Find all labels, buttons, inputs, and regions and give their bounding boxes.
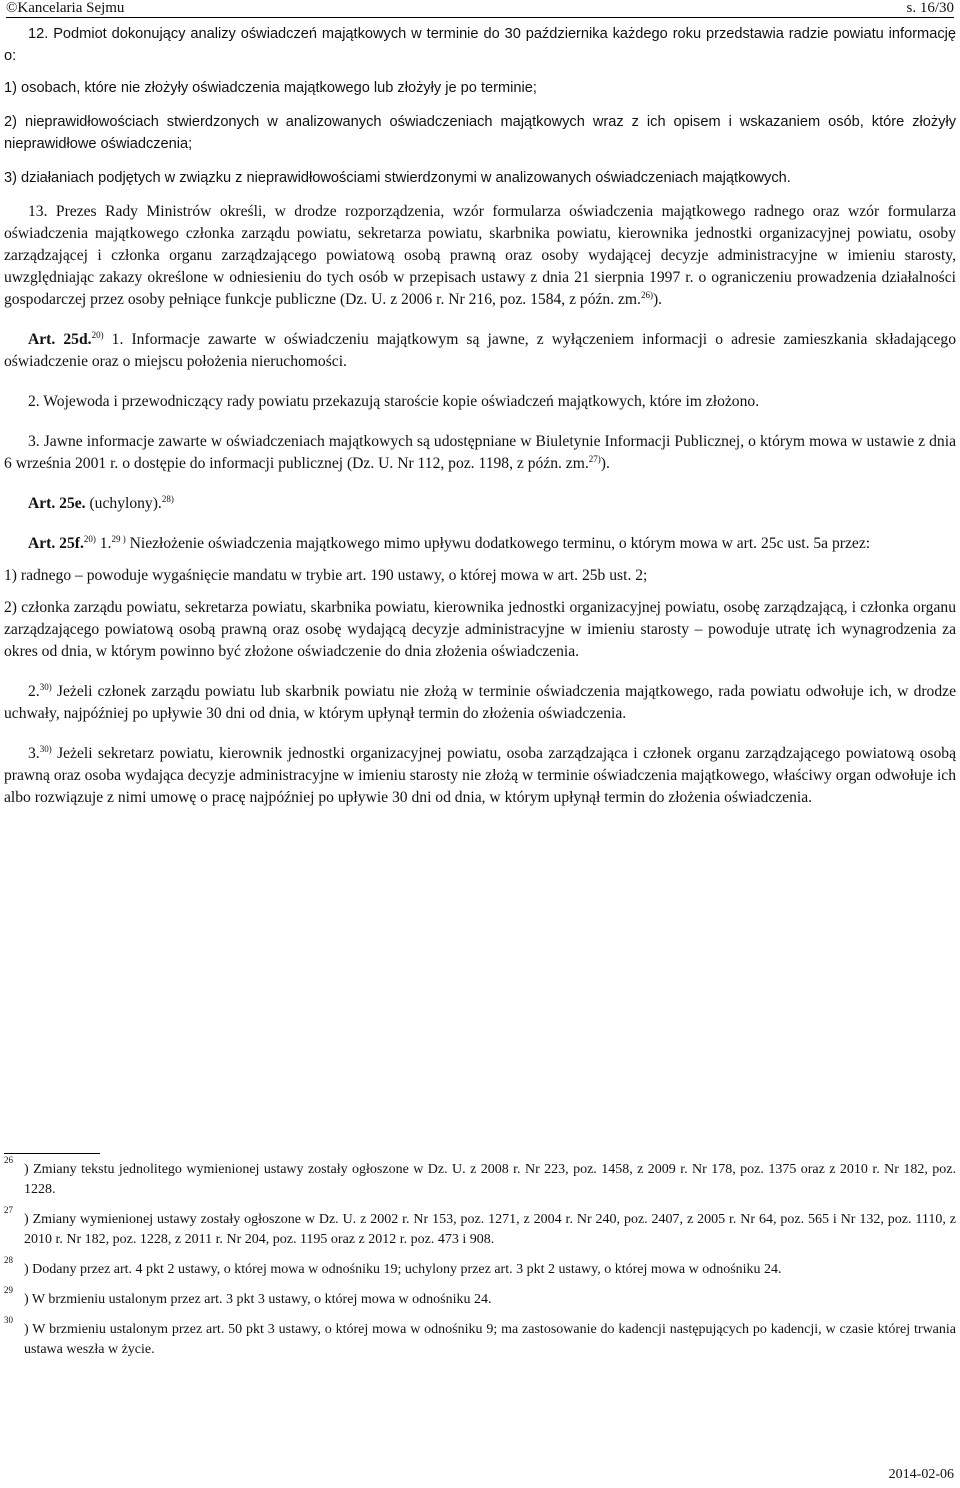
footnote-ref: 26) bbox=[640, 289, 653, 300]
footnote: 26 ) Zmiany tekstu jednolitego wymienionej ustawy zostały ogłoszone w Dz. U. z 2008 r. Nr 223, poz. 1458, z 2009 r. Nr 178, poz. 1375 oraz z 2010 r. Nr 182, poz. 1228. bbox=[4, 1155, 956, 1197]
list-item: 2) nieprawidłowościach stwierdzonych w analizowanych oświadczeniach majątkowych wraz z ich opisem i wskazaniem osób, które złożyły nieprawidłowe oświadczenia; bbox=[4, 114, 956, 152]
footnotes bbox=[4, 1153, 956, 1360]
article-text: 3. Jawne informacje zawarte w oświadczeniach majątkowych są udostępniane w Biuletynie Informacji Publicznej, o którym mowa w ustawie z dnia 6 września 2001 r. o dostępie do informacji publicznej (Dz. U. Nr 112, poz. 1198, z późn. zm. bbox=[4, 433, 956, 472]
article-text-tail: ). bbox=[600, 455, 610, 472]
footnote: 30 ) W brzmieniu ustalonym przez art. 50 pkt 3 ustawy, o której mowa w odnośniku 9; ma zastosowanie do kadencji następujących po kadencji, w czasie której trwania ustawa weszła w życie. bbox=[4, 1315, 956, 1357]
footnote-text: ) Zmiany tekstu jednolitego wymienionej ustawy zostały ogłoszone w Dz. U. z 2008 r. Nr 223, poz. 1458, z 2009 r. Nr 178, poz. 1375 oraz z 2010 r. Nr 182, poz. 1228. bbox=[24, 1162, 956, 1197]
article-text: 1. Informacje zawarte w oświadczeniu majątkowym są jawne, z wyłączeniem informacji o adresie zamieszkania składającego oświadczenie oraz o miejscu położenia nieruchomości. bbox=[4, 331, 957, 370]
footnote-text: ) Dodany przez art. 4 pkt 2 ustawy, o której mowa w odnośniku 19; uchylony przez art. 3 pkt 2 ustawy, o której mowa w odnośniku 24. bbox=[24, 1262, 782, 1277]
paragraph-number: 3. bbox=[28, 745, 40, 762]
document-body bbox=[4, 23, 956, 809]
paragraph-13-tail: ). bbox=[652, 291, 663, 308]
footnote: 29 ) W brzmieniu ustalonym przez art. 3 pkt 3 ustawy, o której mowa w odnośniku 24. bbox=[4, 1285, 492, 1307]
paragraph-number: 1. bbox=[95, 535, 112, 552]
article-label: Art. 25e. bbox=[28, 495, 86, 512]
list-item: 2) członka zarządu powiatu, sekretarza powiatu, skarbnika powiatu, kierownika jednostki organizacyjnej powiatu, osobę zarządzającą, i członka organu zarządzającego powiatową osobą prawną oraz osobę wydającą decyzje administracyjne w imieniu starosty – powoduje utratę ich wynagrodzenia za okres od dnia, w którym powinno być złożone oświadczenie do dnia złożenia oświadczenia. bbox=[4, 599, 956, 660]
footnote-text: ) Zmiany wymienionej ustawy zostały ogłoszone w Dz. U. z 2002 r. Nr 153, poz. 1271, z 2004 r. Nr 240, poz. 2407, z 2005 r. Nr 64, poz. 565 i Nr 132, poz. 1110, z 2010 r. Nr 182, poz. 1228, z 2011 r. Nr 204, poz. 1195 oraz z 2012 r. poz. 473 i 908. bbox=[24, 1212, 956, 1247]
footnote-ref: 30) bbox=[39, 681, 52, 692]
article-25e bbox=[4, 493, 956, 515]
list-item: 3) działaniach podjętych w związku z nieprawidłowościami stwierdzonymi w analizowanych oświadczeniach majątkowych. bbox=[4, 170, 791, 186]
publisher-label: ©Kancelaria Sejmu bbox=[6, 0, 125, 16]
article-text: Jeżeli sekretarz powiatu, kierownik jednostki organizacyjnej powiatu, osoba zarządzająca i członek organu zarządzającego powiatową osobą prawną oraz osoba wydająca decyzje administracyjne w imieniu starosty nie złożą w terminie oświadczenia majątkowego, właściwy organ odwołuje ich albo rozwiązuje z nimi umowę o pracę najpóźniej po upływie 30 dni od dnia, w którym upłynął termin do złożenia oświadczenia. bbox=[4, 745, 956, 806]
article-text: Niezłożenie oświadczenia majątkowego mimo upływu dodatkowego terminu, o którym mowa w art. 25c ust. 5a przez: bbox=[125, 535, 871, 552]
article-text: Jeżeli członek zarządu powiatu lub skarbnik powiatu nie złożą w terminie oświadczenia majątkowego, rada powiatu odwołuje ich, w drodze uchwały, najpóźniej po upływie 30 dni od dnia, w którym upłynął termin do złożenia oświadczenia. bbox=[4, 683, 956, 722]
article-25d-para-1 bbox=[4, 329, 956, 373]
footnote-ref: 27) bbox=[588, 453, 601, 464]
page-number: s. 16/30 bbox=[906, 0, 954, 16]
article-label: Art. 25f. bbox=[28, 535, 84, 552]
footnote-ref: 30) bbox=[39, 743, 52, 754]
list-item: 1) radnego – powoduje wygaśnięcie mandatu w trybie art. 190 ustawy, o której mowa w art. 25b ust. 2; bbox=[4, 567, 648, 584]
footnote-ref: 29 ) bbox=[111, 533, 126, 544]
article-text: (uchylony). bbox=[85, 495, 162, 512]
footnote: 28 ) Dodany przez art. 4 pkt 2 ustawy, o której mowa w odnośniku 19; uchylony przez art. 3 pkt 2 ustawy, o której mowa w odnośniku 24. bbox=[4, 1255, 782, 1277]
page-footer-date: 2014-02-06 bbox=[888, 1467, 954, 1482]
footnote-text: ) W brzmieniu ustalonym przez art. 50 pkt 3 ustawy, o której mowa w odnośniku 9; ma zastosowanie do kadencji następujących po kadencji, w czasie której trwania ustawa weszła w życie. bbox=[24, 1322, 956, 1357]
paragraph-number: 2. bbox=[28, 683, 40, 700]
footnote-ref: 20) bbox=[83, 533, 96, 544]
paragraph-12-intro: 12. Podmiot dokonujący analizy oświadczeń majątkowych w terminie do 30 października każdego roku przedstawia radzie powiatu informację o: bbox=[4, 26, 956, 64]
footnote-ref: 28) bbox=[161, 493, 174, 504]
footnote: 27 ) Zmiany wymienionej ustawy zostały ogłoszone w Dz. U. z 2002 r. Nr 153, poz. 1271, z 2004 r. Nr 240, poz. 2407, z 2005 r. Nr 64, poz. 565 i Nr 132, poz. 1110, z 2010 r. Nr 182, poz. 1228, z 2011 r. Nr 204, poz. 1195 oraz z 2012 r. poz. 473 i 908. bbox=[4, 1205, 956, 1247]
paragraph-13 bbox=[4, 201, 956, 311]
footnote-ref: 20) bbox=[91, 329, 104, 340]
footnote-divider bbox=[4, 1153, 100, 1154]
footnote-text: ) W brzmieniu ustalonym przez art. 3 pkt 3 ustawy, o której mowa w odnośniku 24. bbox=[24, 1292, 492, 1307]
paragraph-13-text: 13. Prezes Rady Ministrów określi, w drodze rozporządzenia, wzór formularza oświadczenia majątkowego radnego oraz wzór formularza oświadczenia majątkowego członka zarządu powiatu, sekretarza powiatu, skarbnika powiatu, kierownika jednostki organizacyjnej powiatu, osoby zarządzającej i członka organu zarządzającego powiatową osobą prawną oraz osoby wydającej decyzje administracyjne w imieniu starosty, uwzględniając zakazy określone w odniesieniu do tych osób w przepisach ustawy z dnia 21 sierpnia 1997 r. o ograniczeniu prowadzenia działalności gospodarczej przez osoby pełniące funkcje publiczne (Dz. U. z 2006 r. Nr 216, poz. 1584, z późn. zm. bbox=[4, 203, 956, 308]
page-header bbox=[6, 0, 954, 18]
article-label: Art. 25d. bbox=[28, 331, 92, 348]
article-25f-para-1 bbox=[4, 533, 956, 555]
article-25f-para-3 bbox=[4, 743, 956, 809]
article-25d-para-2: 2. Wojewoda i przewodniczący rady powiatu przekazują staroście kopie oświadczeń majątkowych, które im złożono. bbox=[28, 393, 760, 410]
section-12 bbox=[4, 23, 956, 189]
list-item: 1) osobach, które nie złożyły oświadczenia majątkowego lub złożyły je po terminie; bbox=[4, 80, 537, 96]
article-25f-para-2 bbox=[4, 681, 956, 725]
article-25d-para-3 bbox=[4, 431, 956, 475]
